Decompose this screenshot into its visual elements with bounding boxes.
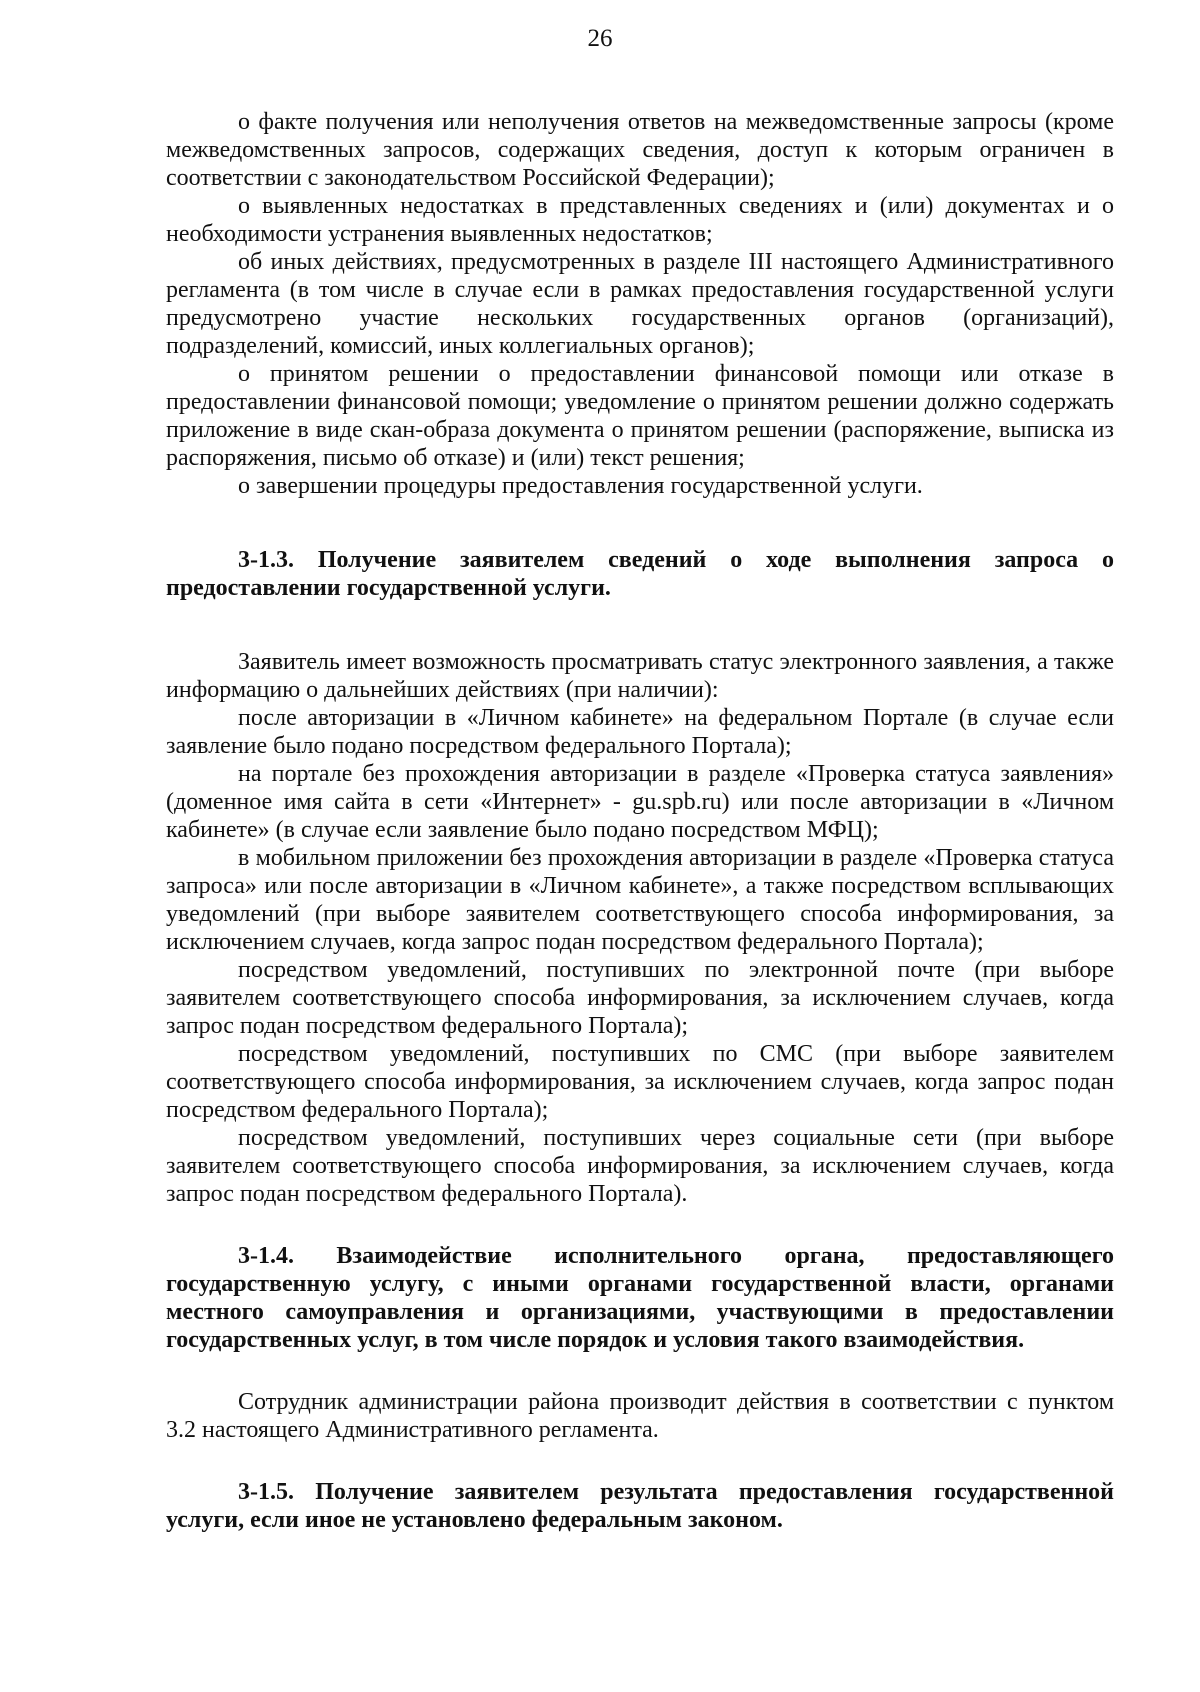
section-heading: 3-1.5. Получение заявителем результата предоставления государственной услуги, если иное не установлено федеральным законом.	[166, 1479, 1114, 1533]
section-3-1-5	[166, 1478, 1114, 1534]
paragraph: посредством уведомлений, поступивших по СМС (при выборе заявителем соответствующего способа информирования, за исключением случаев, когда запрос подан посредством федерального Портала);	[166, 1041, 1114, 1123]
paragraph: посредством уведомлений, поступивших через социальные сети (при выборе заявителем соответствующего способа информирования, за исключением случаев, когда запрос подан посредством федерального Портала).	[166, 1125, 1114, 1207]
spacer	[166, 1208, 1114, 1242]
section-3-1-4	[166, 1242, 1114, 1444]
paragraph: о принятом решении о предоставлении финансовой помощи или отказе в предоставлении финансовой помощи; уведомление о принятом решении должно содержать приложение в виде скан-образа документа о принятом решении (распоряжение, выписка из распоряжения, письмо об отказе) и (или) текст решения;	[166, 361, 1114, 471]
spacer	[166, 602, 1114, 648]
paragraph: о выявленных недостатках в представленных сведениях и (или) документах и о необходимости устранения выявленных недостатков;	[166, 193, 1114, 247]
paragraph: о факте получения или неполучения ответов на межведомственные запросы (кроме межведомственных запросов, содержащих сведения, доступ к которым ограничен в соответствии с законодательством Российской Федерации);	[166, 109, 1114, 191]
spacer	[166, 1354, 1114, 1388]
paragraph: на портале без прохождения авторизации в разделе «Проверка статуса заявления» (доменное имя сайта в сети «Интернет» - gu.spb.ru) или после авторизации в «Личном кабинете» (в случае если заявление было подано посредством МФЦ);	[166, 761, 1114, 843]
paragraph: об иных действиях, предусмотренных в разделе III настоящего Административного регламента (в том числе в случае если в рамках предоставления государственной услуги предусмотрено участие нескольких государственных органов (организаций), подразделений, комиссий, иных коллегиальных органов);	[166, 249, 1114, 359]
section-notifications-list	[166, 108, 1114, 500]
paragraph: Заявитель имеет возможность просматривать статус электронного заявления, а также информацию о дальнейших действиях (при наличии):	[166, 649, 1114, 703]
paragraph: посредством уведомлений, поступивших по электронной почте (при выборе заявителем соответствующего способа информирования, за исключением случаев, когда запрос подан посредством федерального Портала);	[166, 957, 1114, 1039]
spacer	[166, 1444, 1114, 1478]
section-heading: 3-1.4. Взаимодействие исполнительного органа, предоставляющего государственную услугу, с иными органами государственной власти, органами местного самоуправления и организациями, участвующими в предоставлении государственных услуг, в том числе порядок и условия такого взаимодействия.	[166, 1243, 1114, 1353]
paragraph: Сотрудник администрации района производит действия в соответствии с пунктом 3.2 настоящего Административного регламента.	[166, 1389, 1114, 1443]
paragraph: в мобильном приложении без прохождения авторизации в разделе «Проверка статуса запроса» или после авторизации в «Личном кабинете», а также посредством всплывающих уведомлений (при выборе заявителем соответствующего способа информирования, за исключением случаев, когда запрос подан посредством федерального Портала);	[166, 845, 1114, 955]
paragraph: после авторизации в «Личном кабинете» на федеральном Портале (в случае если заявление было подано посредством федерального Портала);	[166, 705, 1114, 759]
document-body	[166, 108, 1114, 1534]
section-heading: 3-1.3. Получение заявителем сведений о ходе выполнения запроса о предоставлении государственной услуги.	[166, 547, 1114, 601]
page-number: 26	[587, 25, 613, 52]
paragraph: о завершении процедуры предоставления государственной услуги.	[238, 473, 923, 499]
spacer	[166, 500, 1114, 546]
section-3-1-3	[166, 546, 1114, 1208]
